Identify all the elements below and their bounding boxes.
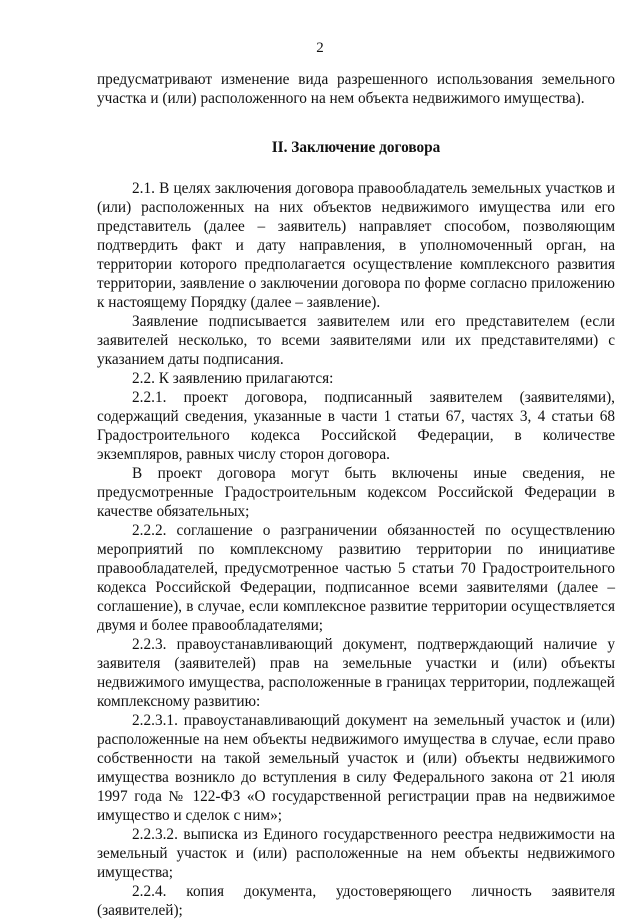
section-heading: II. Заключение договора xyxy=(271,139,441,156)
paragraph-2-2-3-2: 2.2.3.2. выписка из Единого государственного реестра недвижимости на земельный участок и (или) расположенные на нем объекты недвижимого имущества; xyxy=(97,826,615,881)
paragraph-2-2: 2.2. К заявлению прилагаются: xyxy=(132,370,334,387)
paragraph-2-1: 2.1. В целях заключения договора правообладатель земельных участков и (или) расположенных на них объектов недвижимого имущества или его представитель (далее – заявитель) направляет способом, позволяющим подтвердить факт и дату направления, в уполномоченный орган, на территории которого предполагается осуществление комплексного развития территории, заявление о заключении договора по форме согласно приложению к настоящему Порядку (далее – заявление). xyxy=(97,180,615,311)
paragraph-2-2-4: 2.2.4. копия документа, удостоверяющего личность заявителя (заявителей); xyxy=(97,883,615,919)
paragraph-2-2-1: 2.2.1. проект договора, подписанный заявителем (заявителями), содержащий сведения, указанные в части 1 статьи 67, частях 3, 4 статьи 68 Градостроительного кодекса Российской Федерации, в количестве экземпляров, равных числу сторон договора. xyxy=(97,389,615,463)
paragraph-2-2-3-1: 2.2.3.1. правоустанавливающий документ на земельный участок и (или) расположенные на нем объекты недвижимого имущества в случае, если право собственности на такой земельный участок и (или) объекты недвижимого имущества возникло до вступления в силу Федерального закона от 21 июля 1997 года № 122-ФЗ «О государственной регистрации прав на недвижимое имущество и сделок с ним»; xyxy=(97,712,615,824)
paragraph-continuation: предусматривают изменение вида разрешенного использования земельного участка и (или) расположенного на нем объекта недвижимого имущества). xyxy=(97,71,615,107)
page-number: 2 xyxy=(316,40,324,56)
paragraph-draft-info: В проект договора могут быть включены иные сведения, не предусмотренные Градостроительным кодексом Российской Федерации в качестве обязательных; xyxy=(97,465,615,520)
paragraph-signature: Заявление подписывается заявителем или его представителем (если заявителей несколько, то всеми заявителями или их представителями) с указанием даты подписания. xyxy=(97,313,615,368)
paragraph-2-2-3: 2.2.3. правоустанавливающий документ, подтверждающий наличие у заявителя (заявителей) прав на земельные участки и (или) объекты недвижимого имущества, расположенные в границах территории, подлежащей комплексному развитию: xyxy=(97,636,615,710)
document-body xyxy=(97,70,615,920)
paragraph-2-2-2: 2.2.2. соглашение о разграничении обязанностей по осуществлению мероприятий по комплексному развитию территории по инициативе правообладателей, предусмотренное частью 5 статьи 70 Градостроительного кодекса Российской Федерации, подписанное всеми заявителями (далее – соглашение), в случае, если комплексное развитие территории осуществляется двумя и более правообладателями; xyxy=(97,522,615,634)
